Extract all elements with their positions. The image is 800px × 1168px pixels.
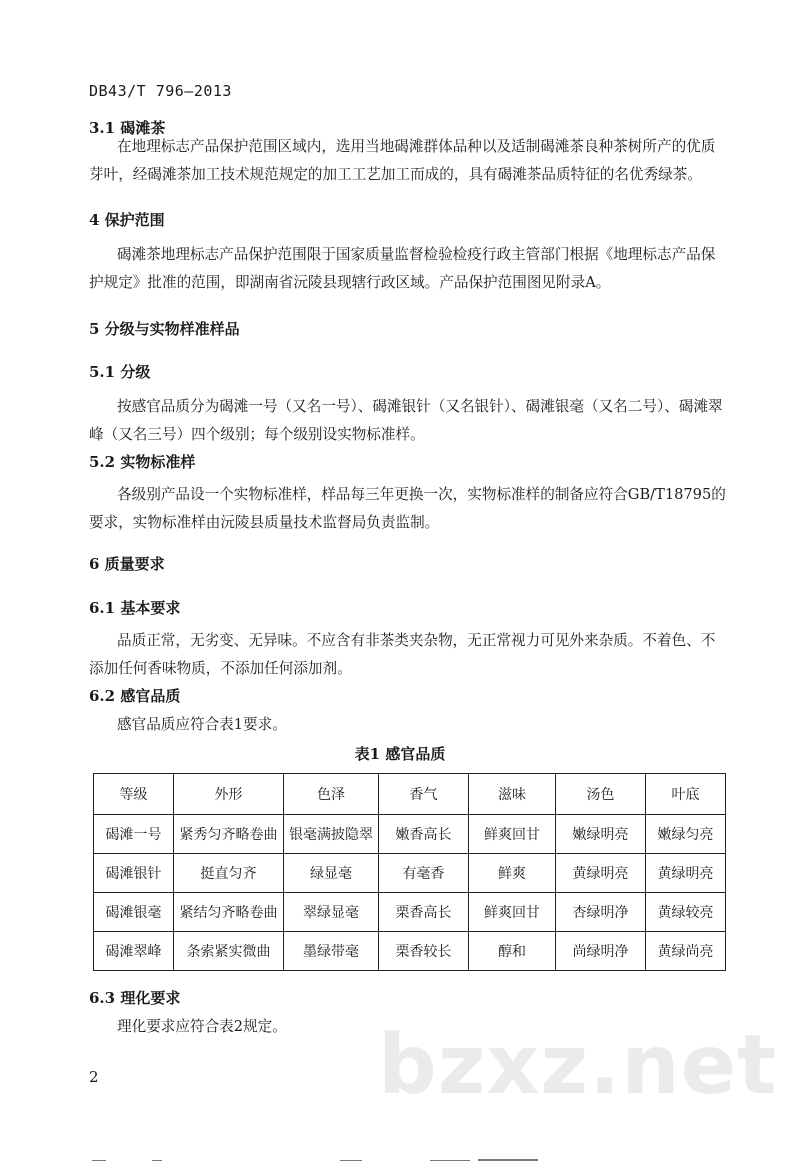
table-cell: 鲜爽 — [469, 854, 556, 893]
table-cell: 黄绿明亮 — [646, 854, 726, 893]
table-cell: 碣滩银毫 — [94, 893, 174, 932]
table-row — [94, 932, 726, 971]
section-6-1-heading: 6.1 基本要求 — [89, 599, 181, 617]
column-header: 外形 — [174, 774, 284, 815]
table-cell: 绿显毫 — [284, 854, 379, 893]
section-5-1-text: 按感官品质分为碣滩一号（又名一号）、碣滩银针（又名银针）、碣滩银毫（又名二号）、碣滩翠峰（又名三号）四个级别；每个级别设实物标准样。 — [89, 398, 723, 443]
scan-artifact — [152, 1160, 162, 1161]
scan-artifact — [430, 1160, 470, 1161]
watermark: bzxz.net — [378, 1018, 778, 1113]
section-3-1-heading: 3.1 碣滩茶 — [89, 119, 166, 137]
table-cell: 条索紧实微曲 — [174, 932, 284, 971]
sensory-quality-table — [93, 773, 726, 971]
table-cell: 醇和 — [469, 932, 556, 971]
section-6-3-heading: 6.3 理化要求 — [89, 989, 181, 1007]
table-cell: 紧秀匀齐略卷曲 — [174, 815, 284, 854]
table-cell: 翠绿显毫 — [284, 893, 379, 932]
table-cell: 挺直匀齐 — [174, 854, 284, 893]
column-header: 香气 — [379, 774, 469, 815]
section-6-3-text: 理化要求应符合表2规定。 — [117, 1018, 287, 1035]
column-header: 汤色 — [556, 774, 646, 815]
table-cell: 嫩绿明亮 — [556, 815, 646, 854]
table-cell: 碣滩翠峰 — [94, 932, 174, 971]
table-caption: 表1 感官品质 — [354, 745, 446, 763]
table-row — [94, 854, 726, 893]
section-5-1-heading: 5.1 分级 — [89, 363, 151, 381]
table-cell: 碣滩一号 — [94, 815, 174, 854]
section-6-2-heading: 6.2 感官品质 — [89, 687, 181, 705]
table-cell: 墨绿带毫 — [284, 932, 379, 971]
table-cell: 黄绿尚亮 — [646, 932, 726, 971]
table-cell: 鲜爽回甘 — [469, 815, 556, 854]
column-header: 等级 — [94, 774, 174, 815]
table-cell: 杏绿明净 — [556, 893, 646, 932]
table-cell: 鲜爽回甘 — [469, 893, 556, 932]
table-cell: 嫩香高长 — [379, 815, 469, 854]
table-row — [94, 893, 726, 932]
table-cell: 嫩绿匀亮 — [646, 815, 726, 854]
table-header-row — [94, 774, 726, 815]
scan-artifact — [92, 1160, 106, 1161]
table-cell: 尚绿明净 — [556, 932, 646, 971]
table-cell: 栗香较长 — [379, 932, 469, 971]
document-code: DB43/T 796—2013 — [89, 82, 232, 100]
section-5-2-text: 各级别产品设一个实物标准样，样品每三年更换一次，实物标准样的制备应符合GB/T18795的要求，实物标准样由沅陵县质量技术监督局负责监制。 — [89, 486, 726, 531]
section-3-1-text: 在地理标志产品保护范围区域内，选用当地碣滩群体品种以及适制碣滩茶良种茶树所产的优质芽叶，经碣滩茶加工技术规范规定的加工工艺加工而成的，具有碣滩茶品质特征的名优秀绿茶。 — [89, 138, 716, 183]
column-header: 色泽 — [284, 774, 379, 815]
page-number: 2 — [89, 1068, 99, 1086]
section-6-1-text: 品质正常，无劣变、无异味。不应含有非茶类夹杂物，无正常视力可见外来杂质。不着色、不添加任何香味物质，不添加任何添加剂。 — [89, 632, 716, 677]
section-6-2-text: 感官品质应符合表1要求。 — [117, 716, 287, 733]
table-cell: 有毫香 — [379, 854, 469, 893]
section-5-heading: 5 分级与实物样准样品 — [89, 320, 240, 338]
section-5-2-heading: 5.2 实物标准样 — [89, 453, 196, 471]
table-cell: 栗香高长 — [379, 893, 469, 932]
section-4-heading: 4 保护范围 — [89, 211, 165, 229]
table-cell: 紧结匀齐略卷曲 — [174, 893, 284, 932]
section-4-text: 碣滩茶地理标志产品保护范围限于国家质量监督检验检疫行政主管部门根据《地理标志产品保护规定》批准的范围，即湖南省沅陵县现辖行政区域。产品保护范围图见附录A。 — [89, 246, 716, 291]
table-cell: 黄绿明亮 — [556, 854, 646, 893]
table-cell: 银毫满披隐翠 — [284, 815, 379, 854]
table-cell: 碣滩银针 — [94, 854, 174, 893]
table-cell: 黄绿较亮 — [646, 893, 726, 932]
scan-artifact — [478, 1159, 538, 1161]
column-header: 叶底 — [646, 774, 726, 815]
table-row — [94, 815, 726, 854]
column-header: 滋味 — [469, 774, 556, 815]
scan-artifact — [340, 1160, 362, 1161]
section-6-heading: 6 质量要求 — [89, 555, 165, 573]
